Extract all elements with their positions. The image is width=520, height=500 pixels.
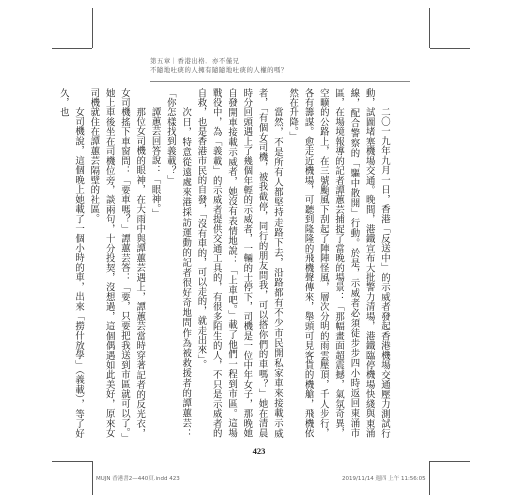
paragraph: 女司機說，這個晚上她載了一個小時的車，出來「撈什放學」（義載），等了好久，也 (57, 88, 85, 438)
paragraph: 次日，特意從遠處來港採訪運動的記者很好奇地問作為被救援者的譚蕙芸：「你怎樣找到義載？」 (164, 88, 192, 438)
header-rule (150, 81, 410, 82)
paragraph: 那位女司機的眼神，在大雨中與譚蕙芸遇上，譚蕙芸當時穿著記者的反光衣，女司機搖下車窗問：「要車嗎？」譚蕙芸答：「要，只要把我送到市區就可以了。」她上車後坐在司機位旁，談兩句，十分投契，沒想過，這個偶遇如此美好，原來女司機就住在譚蕙芸隔壁的社區。 (88, 88, 146, 438)
paragraph: 譚蕙芸回答說：「眼神。」 (149, 106, 161, 219)
footer-left: MUJN 香港書2—440頁.indd 423 (96, 476, 180, 482)
crop-mark-top-right-v (429, 8, 430, 48)
page-number: 423 (252, 446, 266, 456)
crop-mark-bottom-right-v (429, 461, 430, 495)
paragraph: 二〇一九年九月一日，香港「反送中」的示威者發起香港機場交通壓力測試行動，試圖堵塞機場交通。晚間，港鐵宣布大批警力清場，港鐵臨停機場快綫與東涌線，配合警察的「驅中散開」行動。於是，示威者必須徒步步四小時返回東涌市區，在場境報導的記者譚蕙芸捕捉了當晚的場景：「那幅畫面超震撼，氣氛奇異，空曠的公路上，在三號颱風下刮起了陣陣怪風，層次分明的雨雲壓頂，千人步行，各有籌謀。愈走近機場，可聽到隆隆的飛機聲傳來，舉頭可見客貨的機艙，飛機依然在升降。」 (287, 88, 390, 438)
header-chapter: 第五章｜香港出格．亦不僅兄 (150, 57, 240, 65)
crop-mark-top-left-v (92, 8, 93, 48)
crop-mark-top-right-h (430, 48, 470, 49)
crop-mark-bottom-left-v (92, 461, 93, 495)
footer-right: 2019/11/14 週四 上午 11:56:05 (342, 476, 426, 482)
body-text (57, 88, 392, 438)
crop-mark-bottom-right-h (430, 461, 470, 462)
crop-mark-bottom-left-h (52, 461, 92, 462)
crop-mark-top-left-h (52, 48, 92, 49)
paragraph: 當然，不是所有人都堅持走路下去，沿路都有不少市民開私家車來接載示威者，「有個女司機，被我截停，同行的朋友問我，可以搭你們的車嗎？」她在清晨時分回頭遇上了幾個年輕的示威者，一輛的士停下，司機是一位中年女子，那晚她自發開車接載示威者，她沒有表情地說：「上車吧。」載了他們一程到市區。這場戰役中，為「義載」的示威者提供交通工具的，有很多陌生的人，不只是示威者的自救，也是香港市民的自發，「沒有車的，可以走的，就走出來」。 (195, 88, 283, 438)
header-subtitle: 不隨地吐痰的人擁有隨隨地吐痰的人權的嗎？ (150, 66, 288, 74)
running-header (150, 57, 288, 75)
